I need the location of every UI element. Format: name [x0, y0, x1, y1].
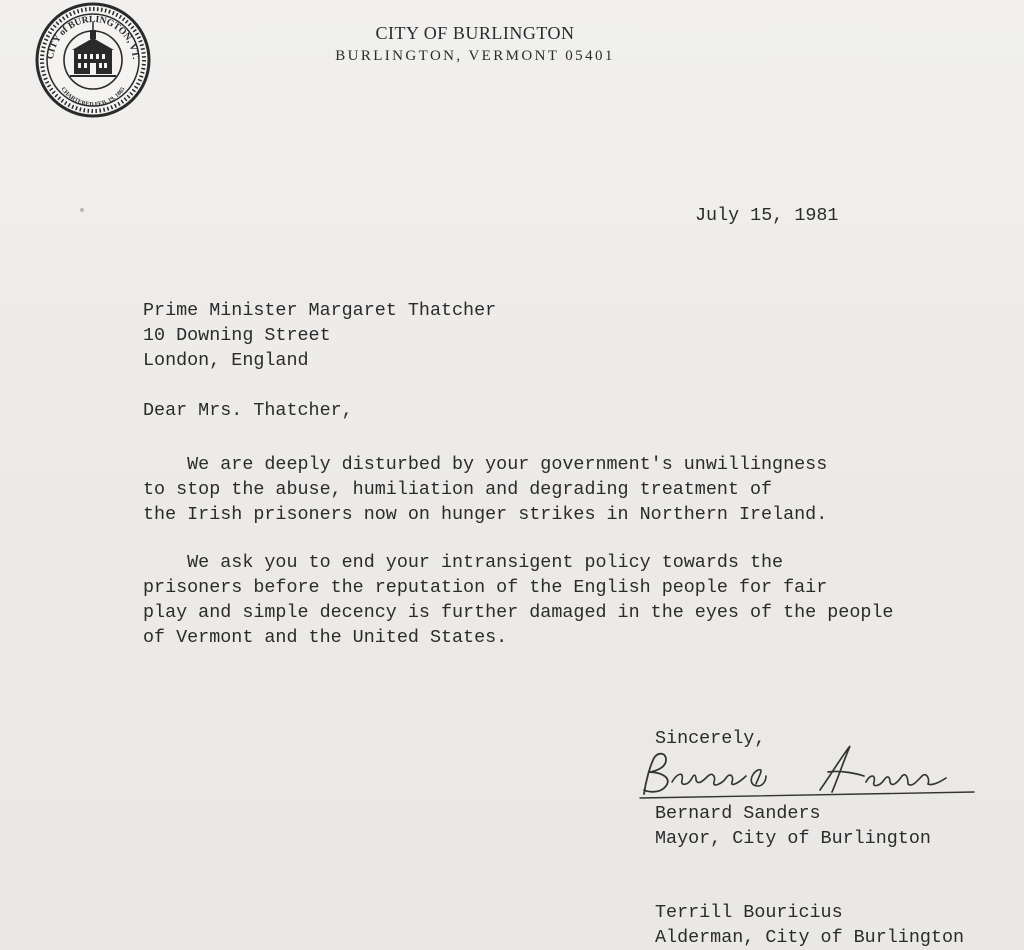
body-p2-line1: We ask you to end your intransigent policy towards the	[143, 552, 784, 573]
body-p1-line1: We are deeply disturbed by your government's unwillingness	[143, 454, 828, 475]
seal-ring-bottom: CHARTERED FEB. 19, 1865	[59, 86, 127, 109]
recipient-name: Prime Minister Margaret Thatcher	[143, 300, 497, 321]
city-seal-icon	[34, 2, 152, 118]
handwritten-signature	[632, 742, 982, 802]
body-p2-line3: play and simple decency is further damaged in the eyes of the people	[143, 602, 894, 623]
letter-date: July 15, 1981	[695, 205, 839, 226]
closing: Sincerely,	[655, 728, 766, 749]
letterhead-title: CITY OF BURLINGTON	[375, 23, 575, 43]
letterhead-address: BURLINGTON, VERMONT 05401	[335, 48, 615, 64]
body-p2-line2: prisoners before the reputation of the English people for fair	[143, 577, 828, 598]
recipient-street: 10 Downing Street	[143, 325, 331, 346]
salutation: Dear Mrs. Thatcher,	[143, 400, 353, 421]
paper-speck	[80, 208, 84, 212]
signer1-title: Mayor, City of Burlington	[655, 828, 931, 849]
body-p1-line2: to stop the abuse, humiliation and degrading treatment of	[143, 479, 773, 500]
signer2-title: Alderman, City of Burlington	[655, 927, 965, 948]
recipient-city: London, England	[143, 350, 309, 371]
body-p2-line4: of Vermont and the United States.	[143, 627, 508, 648]
body-p1-line3: the Irish prisoners now on hunger strikes in Northern Ireland.	[143, 504, 828, 525]
letterhead	[280, 22, 670, 66]
signer1-name: Bernard Sanders	[655, 803, 821, 824]
signer2-name: Terrill Bouricius	[655, 902, 843, 923]
seal-ring-top: CITY of BURLINGTON, VT.	[46, 14, 140, 60]
